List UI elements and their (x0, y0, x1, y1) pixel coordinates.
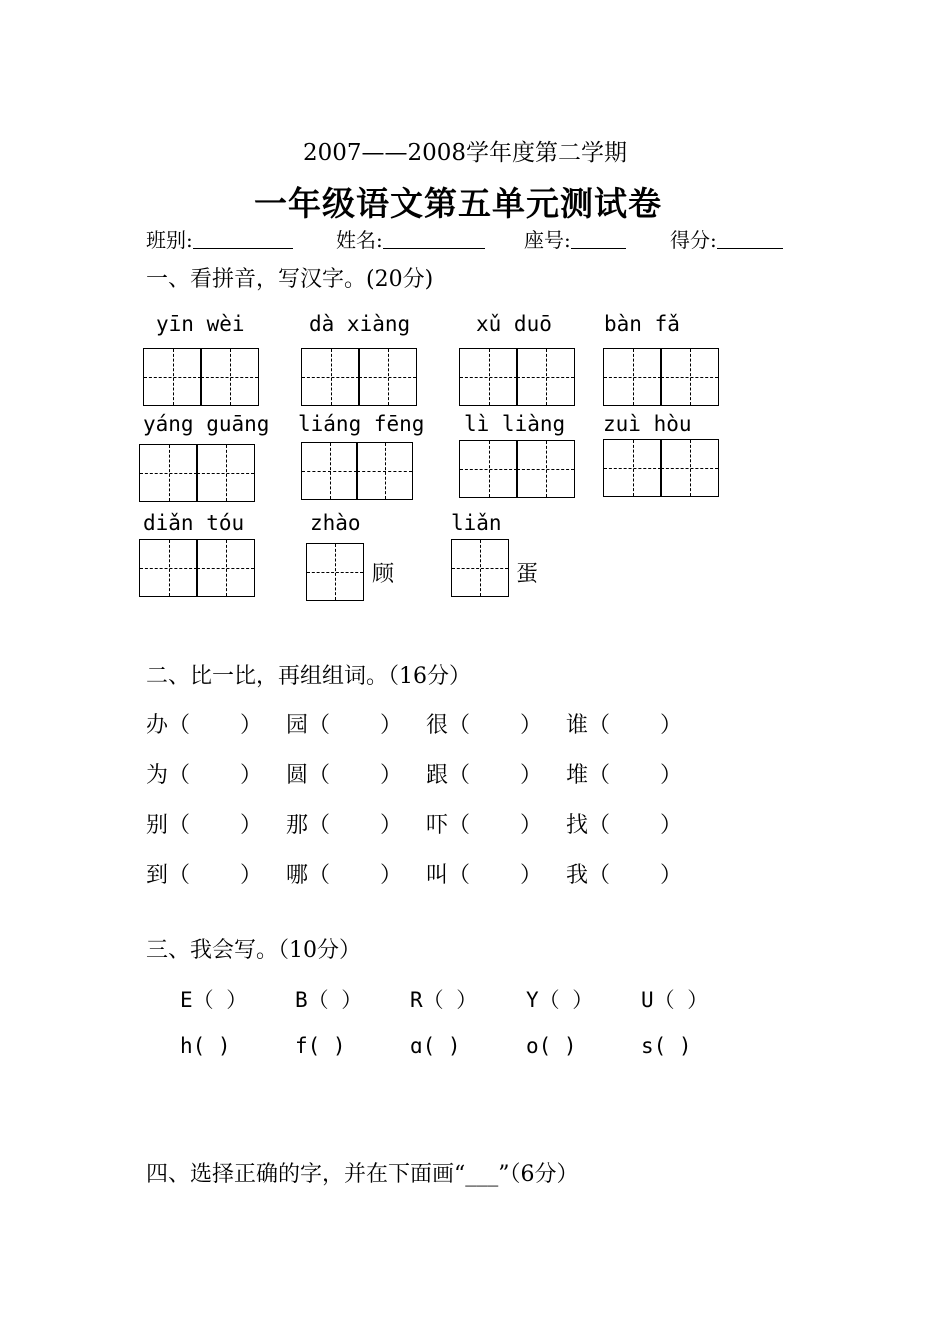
base-character: 圆 (286, 763, 309, 788)
uppercase-letter: U（ ） (641, 988, 709, 1012)
open-paren: （ (588, 763, 611, 788)
seat-blank (571, 228, 626, 249)
test-title: 一年级语文第五单元测试卷 (254, 184, 662, 223)
writing-box[interactable] (200, 348, 259, 406)
close-paren: ） (660, 763, 683, 788)
base-character: 很 (426, 713, 449, 738)
seat-field (524, 224, 626, 253)
writing-box[interactable] (143, 348, 202, 406)
close-paren: ） (520, 763, 543, 788)
lowercase-letter: s( ) (641, 1034, 692, 1058)
open-paren: （ (308, 813, 331, 838)
score-blank (717, 228, 783, 249)
score-label: 得分: (670, 228, 717, 252)
word-group-item (146, 808, 262, 839)
open-paren: （ (588, 813, 611, 838)
word-group-item (566, 858, 682, 889)
base-character: 叫 (426, 863, 449, 888)
pinyin-label: yīn wèi (156, 312, 245, 336)
lowercase-letter: f( ) (295, 1034, 346, 1058)
lowercase-letter: h( ) (180, 1034, 231, 1058)
base-character: 到 (146, 863, 169, 888)
close-paren: ） (380, 863, 403, 888)
word-group-item (566, 808, 682, 839)
open-paren: （ (588, 713, 611, 738)
writing-box[interactable] (459, 348, 518, 406)
writing-box[interactable] (306, 543, 364, 601)
word-group-item (426, 808, 542, 839)
pinyin-label: zuì hòu (603, 412, 692, 436)
uppercase-letter: E（ ） (180, 988, 248, 1012)
close-paren: ） (380, 763, 403, 788)
name-label: 姓名: (336, 228, 383, 252)
pinyin-label: lì liàng (464, 412, 566, 436)
open-paren: （ (168, 813, 191, 838)
base-character: 找 (566, 813, 589, 838)
writing-box[interactable] (451, 539, 509, 597)
base-character: 哪 (286, 863, 309, 888)
class-blank (193, 228, 293, 249)
close-paren: ） (660, 863, 683, 888)
base-character: 办 (146, 713, 169, 738)
base-character: 园 (286, 713, 309, 738)
writing-box[interactable] (301, 442, 358, 500)
pinyin-label: liáng fēng (298, 412, 425, 436)
base-character: 别 (146, 813, 169, 838)
writing-box[interactable] (660, 348, 719, 406)
close-paren: ） (660, 813, 683, 838)
close-paren: ） (380, 813, 403, 838)
writing-box[interactable] (196, 539, 255, 597)
name-field (336, 224, 485, 253)
close-paren: ） (240, 813, 263, 838)
given-character: 蛋 (516, 562, 539, 587)
word-group-item (146, 858, 262, 889)
pinyin-label: yáng guāng (143, 412, 270, 436)
word-group-item (146, 758, 262, 789)
writing-box[interactable] (301, 348, 360, 406)
word-group-item (286, 758, 402, 789)
pinyin-label: zhào (310, 511, 361, 535)
score-field (670, 224, 783, 253)
writing-box[interactable] (358, 348, 417, 406)
writing-box[interactable] (139, 444, 198, 502)
close-paren: ） (380, 713, 403, 738)
uppercase-letter: B（ ） (295, 988, 363, 1012)
open-paren: （ (448, 763, 471, 788)
writing-box[interactable] (516, 440, 575, 498)
open-paren: （ (308, 863, 331, 888)
word-group-item (286, 858, 402, 889)
section1-title: 一、看拼音，写汉字。(20分) (146, 267, 434, 292)
close-paren: ） (240, 713, 263, 738)
base-character: 谁 (566, 713, 589, 738)
close-paren: ） (240, 863, 263, 888)
open-paren: （ (308, 713, 331, 738)
close-paren: ） (520, 813, 543, 838)
base-character: 我 (566, 863, 589, 888)
given-character: 顾 (372, 562, 395, 587)
word-group-item (286, 708, 402, 739)
close-paren: ） (660, 713, 683, 738)
section4-title: 四、选择正确的字，并在下面画“___”（6分） (146, 1162, 579, 1187)
pinyin-label: diǎn tóu (143, 511, 245, 535)
writing-box[interactable] (516, 348, 575, 406)
word-group-item (566, 708, 682, 739)
section2-title: 二、比一比，再组组词。（16分） (146, 664, 471, 689)
uppercase-letter: R（ ） (410, 988, 478, 1012)
section3-title: 三、我会写。（10分） (146, 938, 361, 963)
pinyin-label: xǔ duō (476, 312, 552, 336)
pinyin-label: liǎn (451, 511, 502, 535)
pinyin-label: bàn fǎ (604, 312, 680, 336)
open-paren: （ (448, 813, 471, 838)
uppercase-letter: Y（ ） (526, 988, 594, 1012)
open-paren: （ (168, 763, 191, 788)
word-group-item (146, 708, 262, 739)
base-character: 那 (286, 813, 309, 838)
open-paren: （ (588, 863, 611, 888)
open-paren: （ (448, 863, 471, 888)
lowercase-letter: o( ) (526, 1034, 577, 1058)
close-paren: ） (240, 763, 263, 788)
writing-box[interactable] (356, 442, 413, 500)
class-label: 班别: (146, 228, 193, 252)
base-character: 吓 (426, 813, 449, 838)
open-paren: （ (448, 713, 471, 738)
word-group-item (286, 808, 402, 839)
school-year: 2007——2008学年度第二学期 (302, 140, 628, 166)
writing-box[interactable] (196, 444, 255, 502)
word-group-item (426, 708, 542, 739)
seat-label: 座号: (524, 228, 571, 252)
word-group-item (426, 758, 542, 789)
writing-box[interactable] (459, 440, 518, 498)
writing-box[interactable] (603, 348, 662, 406)
open-paren: （ (308, 763, 331, 788)
name-blank (383, 228, 485, 249)
word-group-item (566, 758, 682, 789)
base-character: 跟 (426, 763, 449, 788)
writing-box[interactable] (139, 539, 198, 597)
class-field (146, 224, 293, 253)
open-paren: （ (168, 863, 191, 888)
open-paren: （ (168, 713, 191, 738)
lowercase-letter: ɑ( ) (410, 1034, 461, 1058)
writing-box[interactable] (603, 439, 662, 497)
base-character: 为 (146, 763, 169, 788)
word-group-item (426, 858, 542, 889)
writing-box[interactable] (660, 439, 719, 497)
pinyin-label: dà xiàng (309, 312, 411, 336)
close-paren: ） (520, 863, 543, 888)
close-paren: ） (520, 713, 543, 738)
base-character: 堆 (566, 763, 589, 788)
